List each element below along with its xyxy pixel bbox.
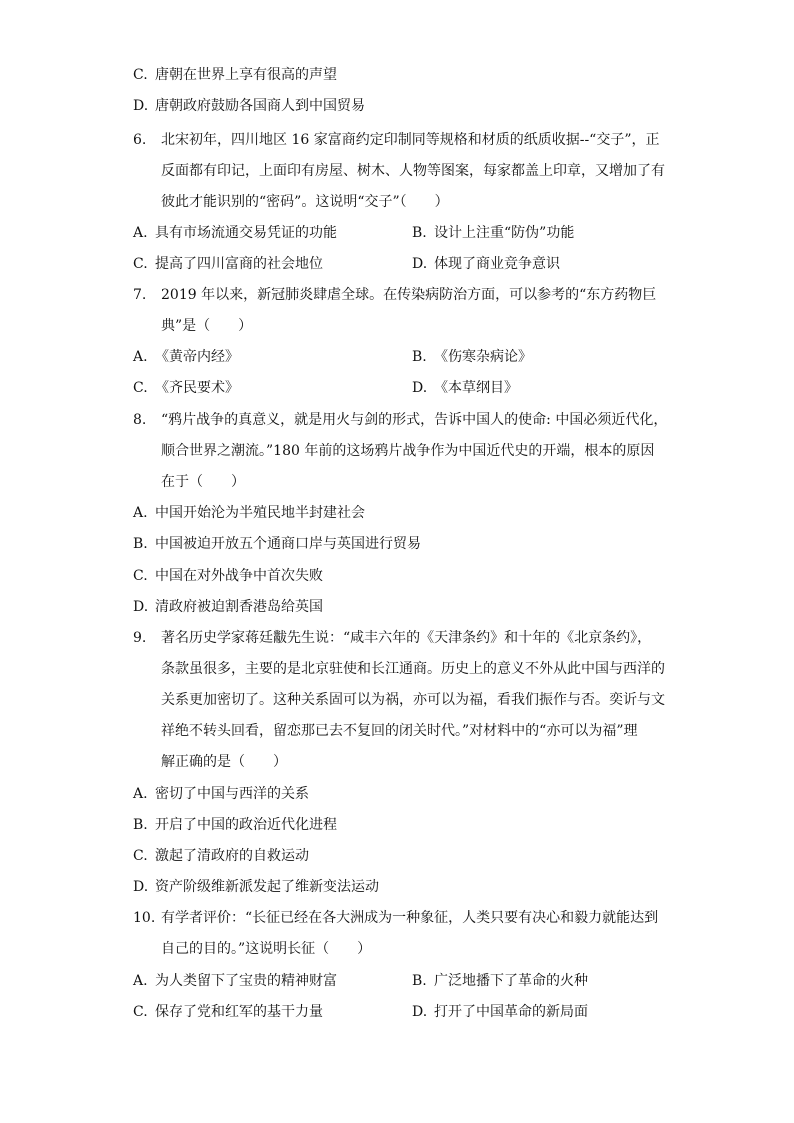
option-text: 密切了中国与西洋的关系 <box>155 786 309 802</box>
option-item <box>133 971 337 991</box>
option-item <box>133 1002 323 1022</box>
option-text: 资产阶级维新派发起了维新变法运动 <box>155 879 379 895</box>
option-item <box>412 1002 588 1022</box>
option-letter: D. <box>412 380 428 396</box>
option-letter: C. <box>133 1004 148 1020</box>
option-letter: C. <box>133 380 148 396</box>
question-text-line: 彼此才能识别的“密码”。这说明“交子”（ ） <box>161 194 449 210</box>
option-letter: B. <box>133 817 148 833</box>
option-letter: C. <box>133 67 148 83</box>
option-letter: B. <box>412 225 427 241</box>
option-text: 中国被迫开放五个通商口岸与英国进行贸易 <box>155 536 421 552</box>
option-letter: A. <box>133 349 148 365</box>
option-item <box>412 223 574 243</box>
option-text: 唐朝政府鼓励各国商人到中国贸易 <box>155 98 365 114</box>
question-number: 8. <box>133 412 147 428</box>
option-letter: D. <box>133 879 149 895</box>
question-text-line: 著名历史学家蒋廷黻先生说：“咸丰六年的《天津条约》和十年的《北京条约》， <box>161 630 652 646</box>
option-item <box>133 877 379 897</box>
option-text: 设计上注重“防伪”功能 <box>434 225 575 241</box>
option-text: 中国开始沦为半殖民地半封建社会 <box>155 505 365 521</box>
option-letter: B. <box>133 536 148 552</box>
question-text-line: 顺合世界之潮流。”180 年前的这场鸦片战争作为中国近代史的开端，根本的原因 <box>161 443 655 459</box>
question-text-line: 反面都有印记，上面印有房屋、树木、人物等图案，每家都盖上印章，又增加了有 <box>161 163 665 179</box>
option-text: 打开了中国革命的新局面 <box>434 1004 588 1020</box>
option-text: 《齐民要术》 <box>155 380 239 396</box>
option-text: 《黄帝内经》 <box>155 349 239 365</box>
question-text-line: 自己的目的。”这说明长征（ ） <box>161 941 372 957</box>
option-text: 清政府被迫割香港岛给英国 <box>155 599 323 615</box>
option-text: 唐朝在世界上享有很高的声望 <box>155 67 337 83</box>
option-item <box>133 534 421 554</box>
question-number: 9. <box>133 630 147 646</box>
option-text: 激起了清政府的自救运动 <box>155 848 309 864</box>
option-item <box>133 503 365 523</box>
question-text-line: 关系更加密切了。这种关系固可以为祸，亦可以为福，看我们振作与否。奕䜣与文 <box>161 692 665 708</box>
question-number: 7. <box>133 287 147 303</box>
question-text-line: 条款虽很多，主要的是北京驻使和长江通商。历史上的意义不外从此中国与西洋的 <box>161 661 665 677</box>
option-letter: A. <box>133 973 148 989</box>
option-item <box>412 254 560 274</box>
option-item <box>133 223 337 243</box>
option-letter: D. <box>412 1004 428 1020</box>
option-text: 体现了商业竞争意识 <box>434 256 560 272</box>
option-item <box>412 971 588 991</box>
option-letter: C. <box>133 256 148 272</box>
option-letter: D. <box>412 256 428 272</box>
option-item <box>133 784 309 804</box>
question-text-line: 北宋初年，四川地区 16 家富商约定印制同等规格和材质的纸质收据--“交子”，正 <box>161 132 660 148</box>
question-text-line: 在于（ ） <box>161 474 245 490</box>
option-text: 具有市场流通交易凭证的功能 <box>155 225 337 241</box>
option-text: 开启了中国的政治近代化进程 <box>155 817 337 833</box>
option-letter: A. <box>133 225 148 241</box>
option-item <box>133 347 239 367</box>
question-text-line: 2019 年以来，新冠肺炎肆虐全球。在传染病防治方面，可以参考的“东方药物巨 <box>161 287 657 303</box>
option-letter: A. <box>133 786 148 802</box>
question-text-line: 典”是（ ） <box>161 318 253 334</box>
option-item <box>133 254 323 274</box>
option-letter: C. <box>133 568 148 584</box>
option-item <box>133 378 239 398</box>
option-item <box>133 846 309 866</box>
option-item <box>133 566 323 586</box>
question-text-line: 解正确的是（ ） <box>161 754 287 770</box>
option-item <box>133 597 323 617</box>
option-item <box>133 815 337 835</box>
option-text: 广泛地播下了革命的火种 <box>434 973 588 989</box>
option-letter: B. <box>412 973 427 989</box>
option-text: 提高了四川富商的社会地位 <box>155 256 323 272</box>
option-letter: D. <box>133 599 149 615</box>
option-item <box>412 347 532 367</box>
option-text: 为人类留下了宝贵的精神财富 <box>155 973 337 989</box>
option-letter: B. <box>412 349 427 365</box>
option-text: 保存了党和红军的基干力量 <box>155 1004 323 1020</box>
question-number: 10. <box>133 910 156 926</box>
option-text: 中国在对外战争中首次失败 <box>155 568 323 584</box>
question-text-line: “鸦片战争的真意义，就是用火与剑的形式，告诉中国人的使命: 中国必须近代化， <box>161 412 668 428</box>
option-item <box>412 378 518 398</box>
question-number: 6. <box>133 132 147 148</box>
option-item <box>133 65 337 85</box>
question-text-line: 祥绝不转头回看，留恋那已去不复回的闭关时代。”对材料中的“亦可以为福”理 <box>161 723 638 739</box>
option-letter: D. <box>133 98 149 114</box>
option-letter: A. <box>133 505 148 521</box>
option-letter: C. <box>133 848 148 864</box>
option-item <box>133 96 365 116</box>
option-text: 《伤寒杂病论》 <box>434 349 532 365</box>
question-text-line: 有学者评价：“长征已经在各大洲成为一种象征，人类只要有决心和毅力就能达到 <box>161 910 659 926</box>
option-text: 《本草纲目》 <box>434 380 518 396</box>
